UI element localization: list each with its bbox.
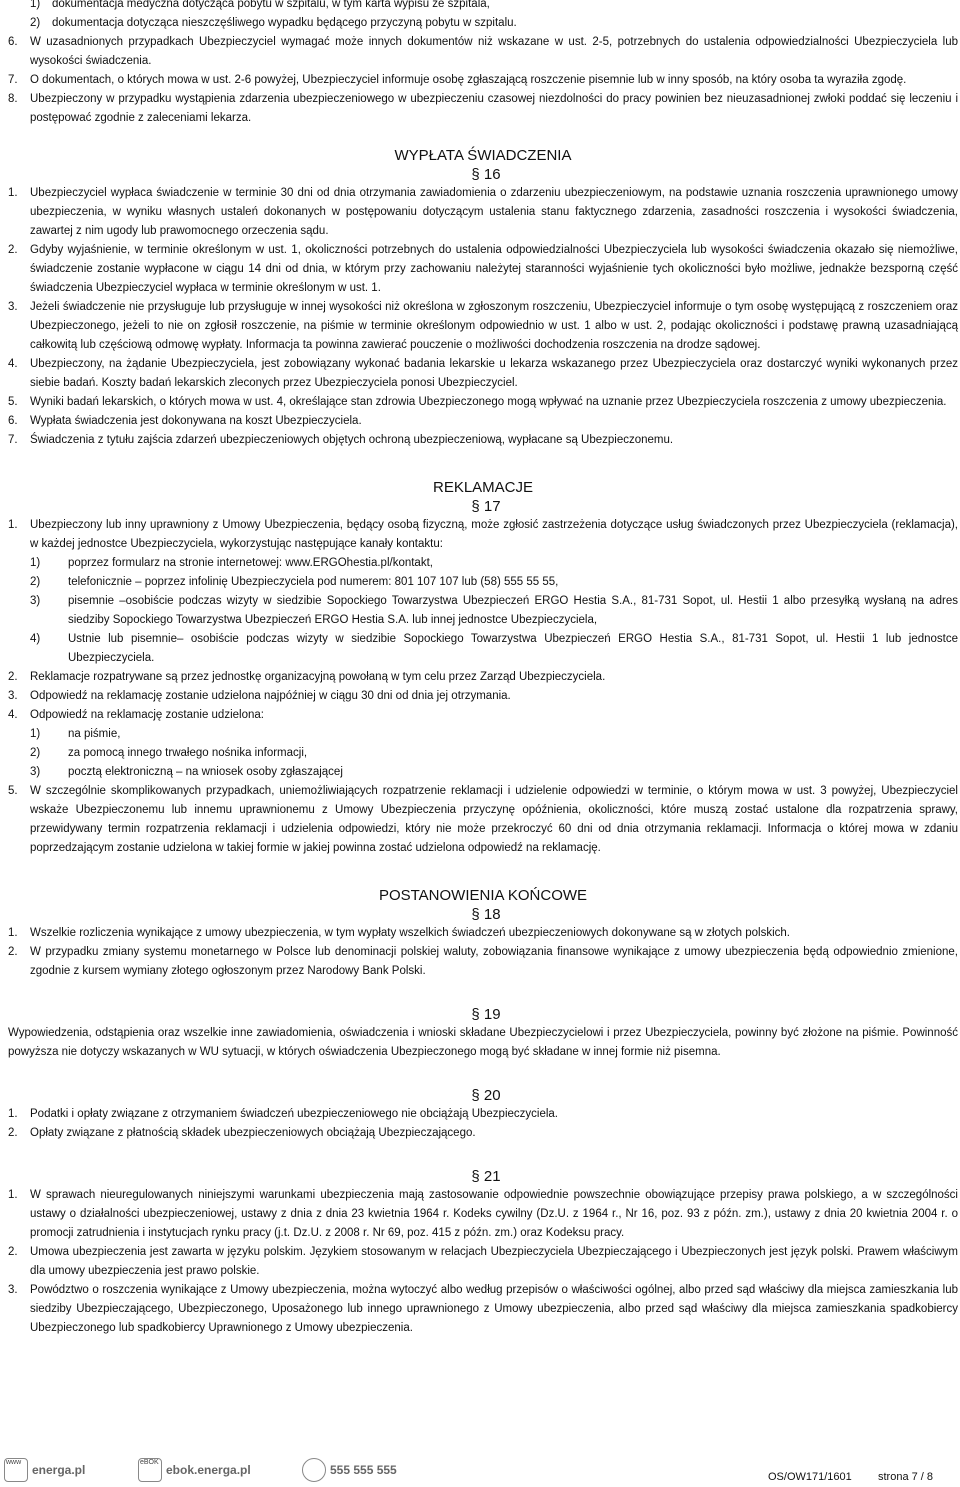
section-number: § 16 xyxy=(471,166,501,183)
item-number: 5. xyxy=(8,396,18,408)
item-text: Odpowiedź na reklamację zostanie udzielona najpóźniej w ciągu 30 dni od dnia jej otrzymania. xyxy=(30,690,511,702)
list-item xyxy=(30,592,958,630)
globe-icon-label: www xyxy=(6,1459,22,1466)
item-number: 1. xyxy=(8,927,18,939)
item-number: 7. xyxy=(8,434,18,446)
section-number: § 20 xyxy=(471,1087,501,1104)
item-number: 2. xyxy=(8,671,18,683)
list-item xyxy=(30,554,958,573)
list-item xyxy=(8,184,958,241)
item-text: Ustnie lub pisemnie– osobiście podczas wizyty w siedzibie Sopockiego Towarzystwa Ubezpieczeń ERGO Hestia S.A., 81-731 Sopot, ul. Hestii 1 lub jednostce Ubezpieczyciela. xyxy=(68,633,958,664)
item-number: 4) xyxy=(30,633,41,645)
list-item xyxy=(8,355,958,393)
item-number: 6. xyxy=(8,415,18,427)
list-item xyxy=(8,298,958,355)
list-item xyxy=(8,90,958,128)
list-item xyxy=(8,412,958,431)
section-heading: POSTANOWIENIA KOŃCOWE xyxy=(378,887,588,904)
item-text: dokumentacja medyczna dotycząca pobytu w szpitalu, w tym karta wypisu ze szpitala, xyxy=(52,0,490,10)
item-text: Powództwo o roszczenia wynikające z Umowy ubezpieczenia, można wytoczyć albo według przepisów o właściwości ogólnej, albo przed sąd właściwy dla miejsca zamieszkania lub siedziby Ubezpieczającego, Ubezpieczonego, Uposażonego lub innego uprawnionego z Umowy ubezpieczenia, albo przed sąd właściwy dla miejsca zamieszkania spadkobiercy Ubezpieczonego lub spadkobiercy Uprawnionego z Umowy ubezpieczenia. xyxy=(30,1284,958,1334)
phone-icon xyxy=(302,1458,326,1482)
item-number: 3) xyxy=(30,595,41,607)
item-number: 2. xyxy=(8,946,18,958)
list-item xyxy=(8,706,958,725)
section-heading: REKLAMACJE xyxy=(432,479,534,496)
list-item xyxy=(30,725,958,744)
list-item xyxy=(8,943,958,981)
item-number: 4. xyxy=(8,358,18,370)
footer-web[interactable] xyxy=(4,1458,85,1482)
list-item xyxy=(30,763,958,782)
item-text: Wszelkie rozliczenia wynikające z umowy ubezpieczenia, w tym wypłaty wszelkich świadczeń ubezpieczeniowych dokonywane są w złotych polskich. xyxy=(30,927,790,939)
item-number: 2. xyxy=(8,1127,18,1139)
item-text: Opłaty związane z płatnością składek ubezpieczeniowych obciążają Ubezpieczającego. xyxy=(30,1127,476,1139)
item-number: 1) xyxy=(30,728,41,740)
item-text: O dokumentach, o których mowa w ust. 2-6 powyżej, Ubezpieczyciel informuje osobę zgłaszającą roszczenie pisemnie lub w inny sposób, na który osoba ta wyraziła zgodę. xyxy=(30,74,907,86)
item-number: 1. xyxy=(8,1189,18,1201)
list-item xyxy=(8,687,958,706)
ebok-icon xyxy=(138,1458,162,1482)
list-item xyxy=(8,431,958,450)
list-item xyxy=(8,924,958,943)
page-number: strona 7 / 8 xyxy=(878,1471,934,1483)
item-text: Ubezpieczony lub inny uprawniony z Umowy Ubezpieczenia, będący osobą fizyczną, może zgłosić zastrzeżenia dotyczące usług świadczonych przez Ubezpieczyciela (reklamacja), w każdej jednostce Ubezpieczyciela, wykorzystując następujące kanały kontaktu: xyxy=(30,519,958,550)
item-text: telefonicznie – poprzez infolinię Ubezpieczyciela pod numerem: 801 107 107 lub (58) 555 55 55, xyxy=(68,576,559,588)
section-number: § 17 xyxy=(471,498,501,515)
item-text: Podatki i opłaty związane z otrzymaniem świadczeń ubezpieczeniowego nie obciążają Ubezpieczyciela. xyxy=(30,1108,559,1120)
item-number: 1) xyxy=(30,0,41,10)
item-text: Ubezpieczony w przypadku wystąpienia zdarzenia ubezpieczeniowego w ubezpieczeniu czasowej niezdolności do pracy powinien bez nieuzasadnionej zwłoki poddać się leczeniu i postępować zgodnie z zaleceniami lekarza. xyxy=(30,93,958,124)
item-text: pisemnie –osobiście podczas wizyty w siedzibie Sopockiego Towarzystwa Ubezpieczeń ERGO Hestia S.A., 81-731 Sopot, ul. Hestii 1 albo przesyłką wysłaną na adres siedziby Sopockiego Towarzystwa Ubezpieczeń ERGO Hestia S.A. lub innej jednostce Ubezpieczyciela, xyxy=(68,595,958,626)
item-text: Umowa ubezpieczenia jest zawarta w języku polskim. Językiem stosowanym w relacjach Ubezpieczyciela Ubezpieczającego i Ubezpieczonych jest język polski. Prawem właściwym dla umowy ubezpieczenia jest prawo polskie. xyxy=(30,1246,958,1277)
footer-ebok[interactable] xyxy=(138,1458,251,1482)
list-item xyxy=(30,573,958,592)
item-text: Wypłata świadczenia jest dokonywana na koszt Ubezpieczyciela. xyxy=(30,415,362,427)
list-item xyxy=(8,71,958,90)
item-number: 2) xyxy=(30,17,41,29)
item-text: Reklamacje rozpatrywane są przez jednostkę organizacyjną powołaną w tym celu przez Zarząd Ubezpieczyciela. xyxy=(30,671,606,683)
item-number: 2) xyxy=(30,747,41,759)
item-text: Gdyby wyjaśnienie, w terminie określonym w ust. 1, okoliczności potrzebnych do ustalenia odpowiedzialności Ubezpieczyciela lub wysokości świadczenia okazało się niemożliwe, świadczenie zostanie wypłacone w ciągu 14 dni od dnia, w którym przy zachowaniu należytej staranności wyjaśnienie tych okoliczności było możliwe, jednakże bezsporną część świadczenia Ubezpieczyciel wypłaca w terminie określonym w ust. 1. xyxy=(30,244,958,294)
item-number: 2) xyxy=(30,576,41,588)
footer-phone-number[interactable]: 555 555 555 xyxy=(330,1462,397,1477)
item-number: 3. xyxy=(8,1284,18,1296)
footer-ebok-link[interactable]: ebok.energa.pl xyxy=(166,1462,251,1477)
list-item xyxy=(8,782,958,858)
item-text: Świadczenia z tytułu zajścia zdarzeń ubezpieczeniowych objętych ochroną ubezpieczeniową, wypłacane są Ubezpieczonemu. xyxy=(30,434,674,446)
item-text: W przypadku zmiany systemu monetarnego w Polsce lub denominacji polskiej waluty, zobowiązania finansowe wynikające z umowy ubezpieczenia będą odpowiednio zmienione, zgodnie z kursem wymiany złotego ogłoszonym przez Narodowy Bank Polski. xyxy=(30,946,958,977)
list-item xyxy=(8,33,958,71)
item-number: 2. xyxy=(8,1246,18,1258)
section-number: § 18 xyxy=(471,906,501,923)
item-number: 5. xyxy=(8,785,18,797)
section-number: § 19 xyxy=(471,1006,501,1023)
list-item xyxy=(8,1281,958,1338)
item-number: 7. xyxy=(8,74,18,86)
list-item xyxy=(8,1186,958,1243)
item-number: 1. xyxy=(8,1108,18,1120)
section-number: § 21 xyxy=(471,1168,501,1185)
page-footer xyxy=(0,1452,960,1486)
item-text: poprzez formularz na stronie internetowej: www.ERGOhestia.pl/kontakt, xyxy=(68,557,433,569)
item-text: za pomocą innego trwałego nośnika informacji, xyxy=(68,747,308,759)
list-item xyxy=(8,516,958,554)
item-number: 8. xyxy=(8,93,18,105)
item-number: 3. xyxy=(8,690,18,702)
item-text: Wyniki badań lekarskich, o których mowa w ust. 4, określające stan zdrowia Ubezpieczonego mogą wpływać na uznanie przez Ubezpieczyciela roszczenia z umowy ubezpieczenia. xyxy=(30,396,947,408)
document-content xyxy=(8,0,958,1338)
list-item xyxy=(30,14,958,33)
item-number: 1. xyxy=(8,187,18,199)
item-text: Jeżeli świadczenie nie przysługuje lub przysługuje w innej wysokości niż określona w zgłoszonym roszczeniu, Ubezpieczyciel informuje o tym osobę występującą z roszczeniem oraz Ubezpieczonego, jeżeli to nie on zgłosił roszczenie, na piśmie w terminie określonym odpowiednio w ust. 1 albo w ust. 2, podając okoliczności i podstawę prawną uzasadniającą całkowitą lub częściową odmowę wypłaty. Informacja ta powinna zawierać pouczenie o możliwości dochodzenia roszczenia na drodze sądowej. xyxy=(30,301,958,351)
item-text: W uzasadnionych przypadkach Ubezpieczyciel wymagać może innych dokumentów niż wskazane w ust. 2-5, potrzebnych do ustalenia odpowiedzialności Ubezpieczyciela lub wysokości świadczenia. xyxy=(30,36,958,67)
intro-list xyxy=(30,0,958,33)
list-item xyxy=(8,1105,958,1124)
item-number: 2. xyxy=(8,244,18,256)
item-number: 4. xyxy=(8,709,18,721)
item-text: dokumentacja dotycząca nieszczęśliwego wypadku będącego przyczyną pobytu w szpitalu. xyxy=(52,17,517,29)
list-item xyxy=(30,744,958,763)
item-text: W sprawach nieuregulowanych niniejszymi warunkami ubezpieczenia mają zastosowanie odpowiednie powszechnie obowiązujące przepisy prawa polskiego, a w szczególności ustawy o działalności ubezpieczeniowej, ustawy z dnia z dnia 23 kwietnia 1964 r. Kodeks cywilny (Dz.U. z 1964 r., Nr 16, poz. 93 z późn. zm.), ustawy z dnia 20 kwietnia 2004 r. o promocji zatrudnienia i instytucjach rynku pracy (j.t. Dz.U. z 2008 r. Nr 69, poz. 415 z późn. zm.) oraz Kodeksu pracy. xyxy=(30,1189,958,1239)
item-number: 1) xyxy=(30,557,41,569)
item-number: 6. xyxy=(8,36,18,48)
item-text: na piśmie, xyxy=(68,728,121,740)
list-item xyxy=(8,1243,958,1281)
item-text: pocztą elektroniczną – na wniosek osoby zgłaszającej xyxy=(68,766,343,778)
item-text: Odpowiedź na reklamację zostanie udzielona: xyxy=(30,709,264,721)
footer-web-link[interactable]: energa.pl xyxy=(32,1462,86,1477)
document-code: OS/OW171/1601 xyxy=(768,1471,852,1483)
item-number: 1. xyxy=(8,519,18,531)
paragraph: Wypowiedzenia, odstąpienia oraz wszelkie inne zawiadomienia, oświadczenia i wnioski składane Ubezpieczycielowi i przez Ubezpieczyciela, powinny być złożone na piśmie. Powinność powyższa nie dotyczy wskazanych w WU sytuacji, w których oświadczenia Ubezpieczonego mogą być składane w innej formie niż pisemna. xyxy=(8,1027,958,1058)
ebok-icon-label: eBOK xyxy=(140,1459,159,1466)
item-number: 3. xyxy=(8,301,18,313)
footer-phone[interactable] xyxy=(302,1458,397,1482)
list-item xyxy=(8,1124,958,1143)
list-item xyxy=(8,393,958,412)
item-number: 3) xyxy=(30,766,41,778)
globe-icon xyxy=(4,1458,28,1482)
list-item xyxy=(30,0,958,14)
item-text: Ubezpieczony, na żądanie Ubezpieczyciela, jest zobowiązany wykonać badania lekarskie u lekarza wskazanego przez Ubezpieczyciela oraz dostarczyć wyniki wykonanych przez siebie badań. Koszty badań lekarskich zleconych przez Ubezpieczyciela ponosi Ubezpieczyciel. xyxy=(30,358,958,389)
list-item xyxy=(8,241,958,298)
section-heading: WYPŁATA ŚWIADCZENIA xyxy=(394,147,572,164)
list-item xyxy=(8,668,958,687)
item-text: Ubezpieczyciel wypłaca świadczenie w terminie 30 dni od dnia otrzymania zawiadomienia o zdarzeniu ubezpieczeniowym, na podstawie uznania roszczenia uprawnionego umowy ubezpieczenia, w wyniku własnych ustaleń dokonanych w postępowaniu dotyczącym ustalenia stanu faktycznego zdarzenia, zasadności roszczenia i wysokości świadczenia, zawartej z nim ugody lub prawomocnego orzeczenia sądu. xyxy=(30,187,958,237)
item-text: W szczególnie skomplikowanych przypadkach, uniemożliwiających rozpatrzenie reklamacji i udzielenie odpowiedzi w terminie, o którym mowa w ust. 3 powyżej, Ubezpieczyciel wskaże Ubezpieczonemu lub innemu uprawnionemu z Umowy Ubezpieczenia przyczynę opóźnienia, okoliczności, które muszą zostać ustalone dla rozpatrzenia sprawy, przewidywany termin rozpatrzenia reklamacji i udzielenia odpowiedzi, który nie może przekroczyć 60 dni od dnia otrzymania reklamacji. Informacja o której mowa w zdaniu poprzedzającym zostanie udzielona w takiej formie w jakiej powinna zostać udzielona odpowiedź na reklamację. xyxy=(30,785,958,854)
list-item xyxy=(30,630,958,668)
